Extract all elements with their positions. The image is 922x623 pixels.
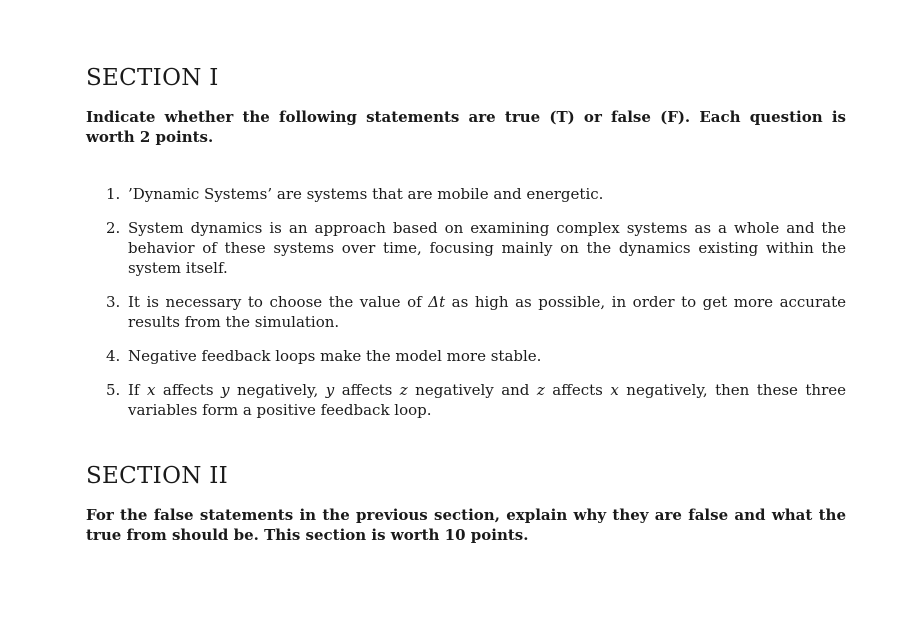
question-number: 3. (106, 293, 121, 311)
question-text-part: negatively and (407, 381, 537, 399)
question-text-part: affects (155, 381, 221, 399)
question-text-part: If (128, 381, 147, 399)
question-text-part: affects (544, 381, 611, 399)
section-1-heading: SECTION I (86, 65, 219, 91)
math-variable-y: y (325, 381, 335, 399)
question-text: Negative feedback loops make the model more stable. (128, 347, 542, 365)
math-variable-z: z (536, 381, 545, 399)
question-text-part: affects (334, 381, 400, 399)
question-number: 2. (106, 219, 121, 237)
question-text-part: negatively, (229, 381, 326, 399)
question-text: System dynamics is an approach based on examining complex systems as a whole and the behavior of these systems over time, focusing mainly on the dynamics existing within the system itself. (128, 219, 846, 277)
math-variable-x: x (146, 381, 156, 399)
math-variable-y: y (221, 381, 230, 399)
question-text-part: negatively, then these three variables form a positive feedback loop. (128, 381, 847, 419)
section-2-instruction: For the false statements in the previous section, explain why they are false and what the true from should be. This section is worth 10 points. (86, 506, 846, 544)
question-item-2 (106, 218, 846, 278)
question-number: 5. (106, 381, 121, 399)
question-item-4 (106, 346, 846, 366)
math-delta-t: Δt (428, 293, 446, 311)
section-1-instruction: Indicate whether the following statements are true (T) or false (F). Each question is worth 2 points. (86, 108, 846, 146)
math-variable-z: z (399, 381, 408, 399)
question-number: 1. (106, 185, 121, 203)
question-item-5 (106, 380, 846, 420)
question-text-part: as high as possible, in order to get more accurate results from the simulation. (128, 293, 846, 331)
question-item-1 (106, 184, 846, 204)
question-text-part: It is necessary to choose the value of (128, 293, 429, 311)
question-list (106, 184, 846, 434)
question-number: 4. (106, 347, 121, 365)
question-item-3 (106, 292, 846, 332)
math-variable-x: x (610, 381, 619, 399)
section-2-heading: SECTION II (86, 463, 229, 489)
question-text: ’Dynamic Systems’ are systems that are mobile and energetic. (128, 185, 604, 203)
